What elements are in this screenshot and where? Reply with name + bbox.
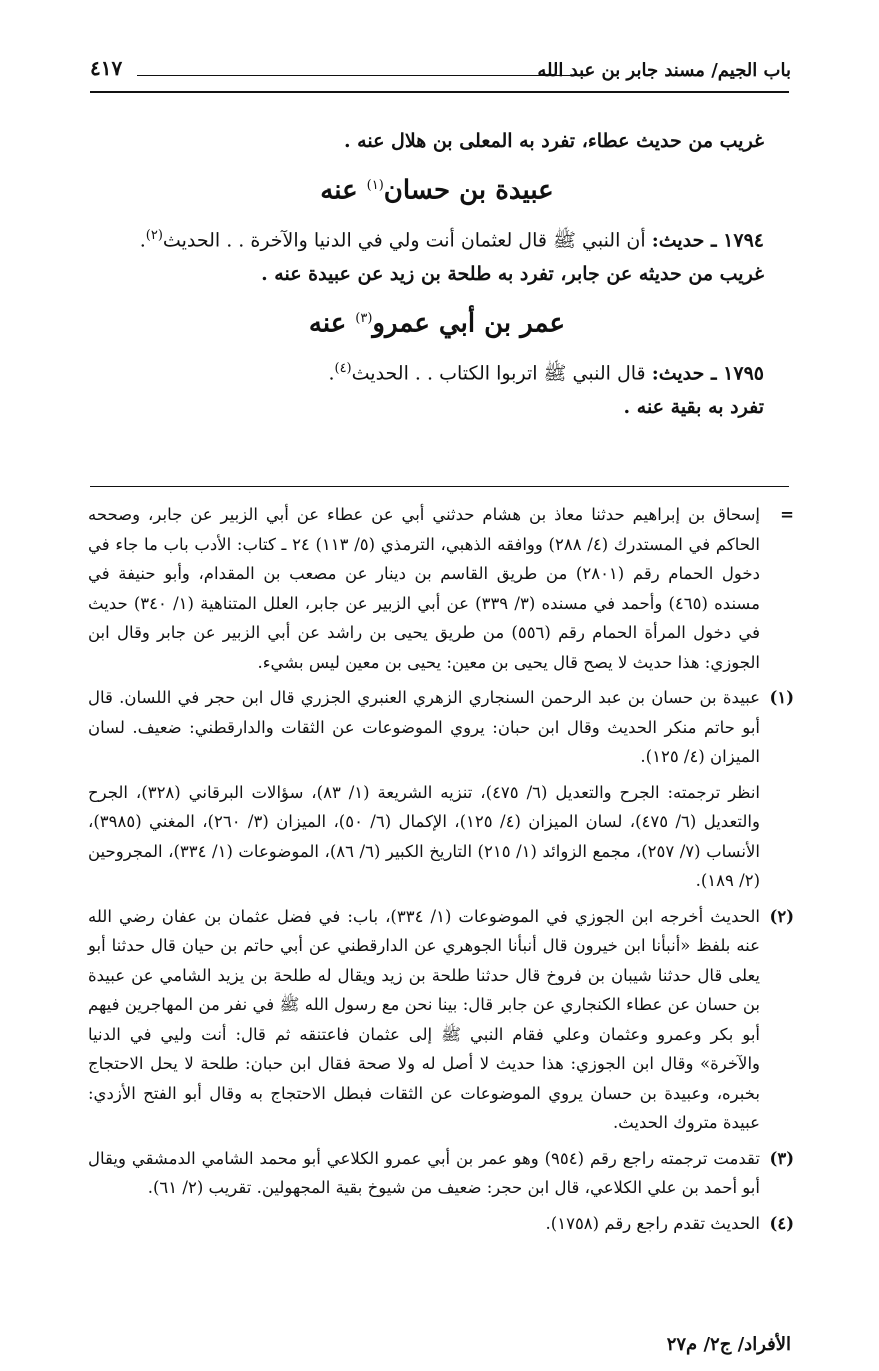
footnote-mark: (١) [769,688,794,707]
heading-name: عمر بن أبي عمرو [372,308,566,339]
footnotes [88,500,794,1244]
footnote-mark: (٤) [769,1213,794,1233]
heading-suffix: عنه [320,175,367,206]
heading-name: عبيدة بن حسان [383,175,554,206]
hadith-text: أن النبي ﷺ قال لعثمان أنت ولي في الدنيا والآخرة . . الحديث [162,228,652,251]
hadith-end: . [139,228,146,251]
hadith-number: ١٧٩٥ ـ حديث: [651,361,764,384]
footnote-mark: = [780,505,794,524]
hadith-text: قال النبي ﷺ اتربوا الكتاب . . الحديث [351,361,652,384]
footnote-text: انظر ترجمته: الجرح والتعديل (٦/ ٤٧٥)، تنزيه الشريعة (١/ ٨٣)، سؤالات البرقاني (٣٢٨)، الجرح والتعديل (٦/ ٤٧٥)، لسان الميزان (٤/ ١٢٥)، الإكمال (٦/ ٥٠)، الميزان (٣/ ٢٦٠)، المغني (٣٩٨٥)، الأنساب (٧/ ٢٥٧)، مجمع الزوائد (١/ ٢١٥) التاريخ الكبير (٦/ ٨٦)، الموضوعات (١/ ٣٣٤)، المجروحين (٢/ ١٨٩). [88,782,761,890]
footnote-text: الحديث أخرجه ابن الجوزي في الموضوعات (١/ ٣٣٤)، باب: في فضل عثمان بن عفان رضي الله عنه بلفظ «أنبأنا ابن خيرون قال أنبأنا الجوهري عن الدارقطني عن أبي حاتم بن حيان قال حدثنا أبو يعلى قال حدثنا شيبان بن فروخ قال حدثنا طلحة بن زيد ويقال له طلحة بن يزيد الشامي عن عبيدة بن حسان عن عطاء الكنجاري عن جابر قال: بينا نحن مع رسول الله ﷺ في نفر من المهاجرين فيهم أبو بكر وعمرو وعثمان وعلي فقام النبي ﷺ إلى عثمان فاعتنقه ثم قال: أنت وليي في الدنيا والآخرة» وقال ابن الجوزي: هذا حديث لا أصل له ولا صحة فقال ابن حبان: طلحة لا يحل الاحتجاج بخبره، وعبيدة بن حسان يروي الموضوعات عن الثقات فبطل الاحتجاج به وقال أبو الفتح الأزدي: عبيدة متروك الحديث. [88,906,760,1132]
footnote-ref: (٤) [334,360,352,376]
text-line: غريب من حديث عطاء، تفرد به المعلى بن هلال عنه . [343,130,764,152]
footnote-text: عبيدة بن حسان بن عبد الرحمن السنجاري الزهري العنبري الجزري قال ابن حجر في اللسان. قال أبو حاتم منكر الحديث وقال ابن حبان: يروي الموضوعات عن الثقات والدارقطني: ضعيف. لسان الميزان (٤/ ١٢٥). [88,688,760,766]
footnote-separator [90,486,789,487]
printer-signature: الأفراد/ ج٢/ م٢٧ [666,1334,791,1355]
page-number: ٤١٧ [90,56,123,80]
footnote-mark: (٣) [769,1148,794,1168]
footnote [88,902,794,1138]
header-dash-line [137,75,579,76]
header-rule [90,91,789,93]
footnote-ref: (١) [366,178,384,193]
footnote-ref: (٣) [355,310,373,326]
hadith-entry [110,219,764,257]
text-line: غريب من حديثه عن جابر، تفرد به طلحة بن زيد عن عبيدة عنه . [261,262,764,285]
text-line: تفرد به بقية عنه . [623,395,764,418]
heading-suffix: عنه [308,308,356,339]
footnote-text: تقدمت ترجمته راجع رقم (٩٥٤) وهو عمر بن أبي عمرو الكلاعي أبو محمد الشامي الدمشقي ويقال أبو أحمد بن علي الكلاعي، قال ابن حجر: ضعيف من شيوخ بقية المجهولين. تقريب (٢/ ٦١). [88,1148,760,1197]
footnote [88,1144,794,1203]
footnote [88,1209,794,1239]
footnote-ref: (٢) [145,227,163,243]
running-header-title: باب الجيم/ مسند جابر بن عبد الله [537,60,791,81]
hadith-entry [110,352,764,390]
hadith-end: . [328,361,335,384]
main-text [110,124,764,424]
section-heading [110,160,764,217]
footnote [88,683,794,896]
footnote [88,500,794,677]
footnote-text: الحديث تقدم راجع رقم (١٧٥٨). [545,1213,760,1233]
footnote-text: إسحاق بن إبراهيم حدثنا معاذ بن هشام حدثني أبي عن عطاء عن أبي الزبير عن جابر، وصححه الحاكم في المستدرك (٤/ ٢٨٨) ووافقه الذهبي، الترمذي (٥/ ١١٣) ٢٤ ـ كتاب: الأدب باب ما جاء في دخول الحمام رقم (٢٨٠١) من طريق القاسم بن دينار عن مصعب بن المقدام، وأبو حنيفة في مسنده (٤٦٥) وأحمد في مسنده (٣/ ٣٣٩) عن أبي الزبير عن جابر، العلل المتناهية (١/ ٣٤٠) حديث في دخول المرأة الحمام رقم (٥٥٦) من طريق يحيى بن راشد عن أبي الزبير عن جابر وقال ابن الجوزي: هذا حديث لا يصح قال يحيى بن معين: يحيى بن معين ليس بشيء. [88,505,761,672]
hadith-number: ١٧٩٤ ـ حديث: [651,228,764,251]
section-heading [110,293,764,350]
footnote-mark: (٢) [769,906,794,926]
